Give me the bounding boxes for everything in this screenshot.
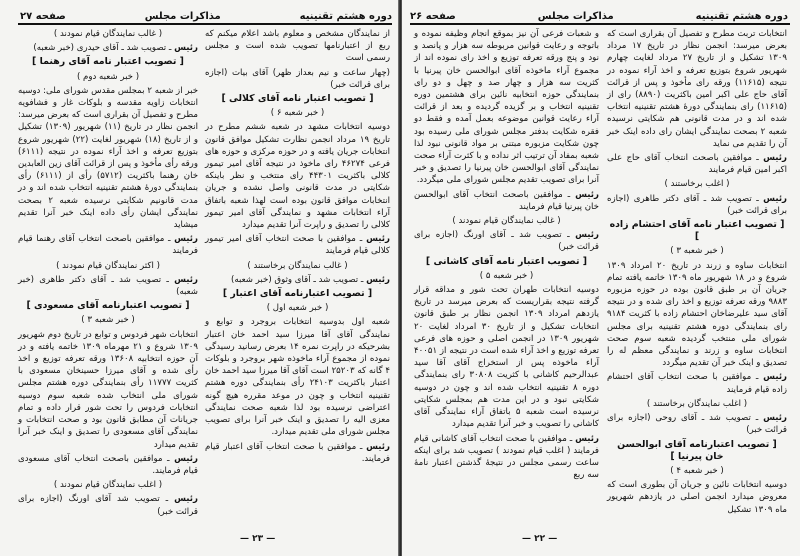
section-title: [ تصویب اعتبار نامه آقای احتشام زاده ] [609,219,785,243]
section-title: [ تصویب اعتبارنامه آقای ابوالحسن خان پیرنیا ] [617,438,777,462]
stage-note: ( غالب نمایندگان برخاستند ) [247,260,348,271]
speaker-line [205,233,390,257]
speech-text: ـ تصویب شد ـ آقای حیدری (خبر شعبه) [33,43,172,54]
section-title: [ تصویب اعتبارنامه آقای مسعودی ] [26,300,190,312]
speaker-name: رئیس [763,413,787,424]
speaker-name: رئیس [174,274,198,285]
speech-text: ـ موافقین با صحت انتخاب آقای احتشام زاده قیام فرمایند [607,372,787,395]
report-paragraph: انتخابات ساوه و زرند در تاریخ ۲۰ امرداد ۱۳۰۹ شروع و در ۱۸ شهریور ماه ۱۳۰۹ خاتمه یافته تمام جریان آن بر طبق قانون بوده در حوزه مزبوره ۹۸۸۳ ورقه تعرفه توزیع و اخذ رای شده و در نتیجه آقای سید علیرضاخان احتشام زاده با کثریت ۹۱۸۴ رای بنمایندگی دوره هشتم تقنینیه برای مجلس شورای ملی منتخب گردیده شعبه سوم صحت انتخابات ساوه و زرند و نمایندگی معظم له را تصدیق و اینک خبر آن تقدیم میگردد [607,260,787,369]
speaker-line [205,441,390,465]
speaker-line [607,152,787,176]
speaker-name: رئیس [174,453,198,464]
column-right [607,28,787,518]
report-paragraph: انتخابات شهر فردوس و توابع در تاریخ دوم شهریور ۱۳۰۹ شروع و ۲۱ مهرماه ۱۳۰۹ خاتمه یافته و در آن حوزه انتخابیه ۱۳۶۰۸ ورقه تعرفه توزیع و اخذ رأی شده و آقای میرزا حسینخان مسعودی با کثریت ۱۱۷۷۷ رأی بنمایندگی دوره هشتم مجلس شورای ملی انتخاب شده شعبه سوم دوسیه انتخابات فردوس را تحت شور قرار داده و تمام جریانات آن مطابق قانون بود و صحت انتخابات و نمایندگی آقای مسعودی را تصدیق و اینک خبر آنرا تقدیم میدارد [18,329,198,450]
speaker-line [18,493,198,517]
speech-text: ـ تصویب شد ـ آقای وثوق (خبر شعبه) [231,274,364,285]
column-right [205,28,390,467]
speaker-line [414,189,599,213]
section-title: [ تصویب اعتبارنامه آقای اعتبار ] [222,288,373,300]
page-header [410,6,788,22]
speech-text: ـ موافقین باصحت انتخاب آقای ابوالحسن خان پیرنیا قیام فرمایند [414,189,599,212]
column-left [18,28,198,520]
stage-note: ( خبر شعبه ۵ ) [479,270,534,281]
speaker-line [18,233,198,257]
speaker-line [607,371,787,395]
report-paragraph: دوسیه انتخابات نائین و جریان آن بطوری است که معروض میدارد انجمن اصلی در یازدهم شهریور ماه ۱۳۰۹ تشکیل [607,480,787,515]
stage-note: ( اغلب برخاستند ) [664,179,730,190]
speaker-line [607,193,787,217]
stage-note: ( اغلب نمایندگان قیام نمودند ) [53,480,163,491]
speech-text: ـ تصویب شد ـ آقای دکتر طاهری (خبر شعبه) [18,274,198,298]
report-paragraph: شعبه اول بدوسیه انتخابات بروجرد و توابع و نمایندگی آقای آقا میرزا سید احمد خان اعتبار بشرحیکه در راپرت نمره ۱۴ بعرض رسانید رسیدگی نموده از مجموع آراء ماخوذه شهر بروجرد و بلوکات ۴ گانه که ۲۵۲۰۳ است آقای آقا میرزا سید احمد خان اعتبار باکثریت ۲۴۱۰۳ رأی بنمایندگی دوره هشتم تقنینیه انتخاب و چون در موعد مقرره هیچ گونه اعتراضی نرسیده بود لذا شعبه صحت نمایندگی معزی الیه را تصدیق و اینک خبر آنرا برای تصویب مجلس شورای ملی تقدیم میدارد. [205,317,390,438]
speech-text: ـ تصویب شد ـ آقای روحی (اجازه برای قرائت خبر) [607,413,787,436]
speech-text: ـ موافقین باصحت انتخاب آقای رهنما قیام فرمایند [18,234,198,257]
speaker-name: رئیس [763,372,788,383]
speaker-line [18,274,198,298]
report-paragraph: (چهار ساعت و نیم بعداز ظهر) آقای بیات (اجازه برای قرائت خبر) [205,67,390,90]
header-rule [18,23,392,25]
speaker-name: رئیس [575,230,599,241]
stage-note: ( خبر شعبه ۴ ) [670,465,724,476]
column-left [414,28,599,483]
report-paragraph: انتخابات تربت مطرح و تفصیل آن بقراری است که بعرض میرسد: انجمن نظار در تاریخ ۱۷ مرداد ۱۳۰۹ تشکیل و از تاریخ ۲۷ مرداد لغایت چهارم شهریور شروع بتوزیع تعرفه و اخذ آراء نموده در نتیجه (۱۱۶۱۵) ورقه رای مأخوذ و پس از قرائت آقای حاج علی اکبر امین باکثریت (۸۸۹۰) رای از (۱۱۶۱۵) رای بنمایندگی دورهٔ هشتم تقنینیه انتخاب شده اند و در مدت قانونی هم شکایتی نرسیده شعبه ۲ بصحت نمایندگی ایشان رای داده اینک خبر آن را تقدیم می نماید [607,29,787,149]
report-paragraph: از نمایندگان مشخص و معلوم باشد اعلام میکنم که ربع از اعتبارنامها تصویب شده است و مجلس رسمی است [205,29,390,64]
section-title: [ تصویب اعتبار نامه آقای کلالی ] [221,93,374,105]
speaker-line [414,229,599,253]
stage-note: ( خبر شعبه دوم ) [76,71,140,82]
speech-text: ـ تصویب شد ـ آقای دکتر طاهری (اجازه برای قرائت خبر) [607,193,787,216]
page-label: صفحه ۲۶ [410,11,456,22]
page-26 [402,0,800,556]
stage-note: ( غالب نمایندگان قیام نمودند ) [452,216,561,227]
stage-note: ( خبر شعبه ۳ ) [81,315,135,326]
speaker-name: رئیس [174,43,198,54]
report-paragraph: خبر از شعبه ۲ بمجلس مقدس شورای ملی: دوسیه انتخابات زاویه مقدسه و بلوکات غار و فشافویه مطرح و تفصیل آن بقراری است که بعرض میرسد: انجمن نظار در تاریخ (۱۱) شهریور (۱۳۰۹) تشکیل و از تاریخ (۱۸) شهریور لغایت (۲۲) شهریور شروع بتوزیع تعرفه و اخذ آراء نموده در نتیجه (۶۱۱۱) ورقه رأی مأخوذ و پس از قرائت آقای زین العابدین خان رهنما باکثریت (۵۷۱۲) رأی از (۶۱۱۱) رأی بنمایندگی دورهٔ هشتم تقنینیه انتخاب شده اند و در مدت قانونیم شکایتی نرسیده شعبه ۲ بصحت نمایندگی ایشان رأی داده اینک خبر آنرا تقدیم میشاید [18,85,199,231]
report-paragraph: و شعبات فرعی آن نیز بموقع انجام وظیفه نموده و باتوجه و رعایت قوانین مربوطه سه هزار و پانصد و نود و پنج ورقه تعرفه توزیع و اخذ رای نموده اند از مجموع آراء ماخوذه آقای ابوالحسن خان پیرنیا با کثریت سه هزار و چهار صد و چهل و دو رای بنمایندگی حوزه انتخابیه نائین برای هشتمین دوره تقنینیه انتخاب و بر گزیده گردیده و بعد از قرائت آراء رعایت قوانین موضوعه بعمل آمده و فقط دو فقره شکایت بدفتر مجلس شورای ملی رسیده بود چون شکایت مزبوره مبتنی بر مواد قانونی نبود لذا شعبه بمفاد آن ترتیب اثر نداده و با کثرت آراء صحت نمایندگی آقای ابوالحسن خان پیرنیا را تصدیق و خبر آنرا برای تصویب تقدیم مجلس شورای ملی میگردد. [414,29,599,186]
report-paragraph: دوسیه انتخابات مشهد در شعبه ششم مطرح در تاریخ ۱۹ مرداد انجمن نظارت تشکیل موافق قانون انتخابات جریان یافته و در حوزه مرکزی و حوزه های فرعی ۴۶۲۷۴ رای ماخوذ در نتیجه آقای امیر تیمور کلالی باکثریت ۴۴۳۰۱ رای منتخب و نظر باینکه شکایتی در مدت قانونی واصل نشده و جریان انتخابات موافق قانون بوده است لهذا شعبه باتفاق آراء انتخابات مشهد و نمایندگی آقای امیر تیمور کلالی را تصدیق و راپرت آنرا تقدیم میدارد [205,122,391,231]
journal-title: مذاکرات مجلس [144,11,221,22]
header-rule [410,23,790,25]
speech-text: ـ موافقین با صحت انتخاب آقای امیر تیمور کلالی قیام فرمایند [205,234,390,257]
speaker-name: رئیس [763,193,788,204]
journal-title: مذاکرات مجلس [537,11,614,22]
speech-text: ـ تصویب شد ـ آقای اورنگ (اجازه برای قرائت خبر) [414,230,599,253]
stage-note: ( خبر شعبه ۳ ) [670,246,724,257]
speaker-name: رئیس [366,234,390,245]
speech-text: ـ موافقین با صحت انتخاب آقای کاشانی قیام فرمایند ( اغلب قیام نمودند ) تصویب شد برای اینکه ساعت رسمی مجلس در نتیجهٔ گذشتن اعتبار نامهٔ سه ربع [414,433,599,481]
section-title: [ تصویب اعتبار نامه آقای کاشانی ] [425,255,588,267]
section-title: [ تصویب اعتبار نامه آقای رهنما ] [32,56,184,68]
speaker-line [18,453,198,477]
journal-period: دوره هشتم تقنینیه [695,11,788,22]
stage-note: ( اکثر نمایندگان قیام نمودند ) [56,260,160,271]
speaker-line [607,412,787,436]
speaker-name: رئیس [763,153,787,164]
speaker-line [205,274,390,286]
journal-period: دوره هشتم تقنینیه [299,11,392,22]
speaker-name: رئیس [366,441,390,452]
page-folio: — ۲۲ — [522,534,558,544]
speaker-name: رئیس [366,274,390,285]
speaker-name: رئیس [174,494,198,505]
speech-text: ـ موافقین باصحت انتخاب آقای مسعودی قیام فرمایند. [18,453,198,476]
speaker-name: رئیس [174,234,198,245]
stage-note: ( خبر شعبه اول ) [266,303,329,314]
speaker-name: رئیس [575,433,599,444]
page-label: صفحه ۲۷ [20,11,66,22]
report-paragraph: دوسیه انتخابات طهران تحت شور و مداقه قرار گرفته نتیجه بقراریست که بعرض میرسد در تاریخ یازدهم امرداد ۱۳۰۹ انجمن نظار بر طبق قانون انتخابات تشکیل و از تاریخ ۳۰ امرداد لغایت ۲۰ شهریور ۱۳۰۹ در انجمن اصلی و حوزه های فرعی تعرفه توزیع و اخذ آراء شده است در نتیجه از ۴۰۰۵۱ آراء ماخوذه پس از استخراج آقای آقا سید عبدالرحیم کاشانی با کثریت ۳۰۸۰۸ رای بنمایندگی دوره ۸ تقنینیه انتخاب شده اند و چون در دوسیه شکایتی نبود و در این مدت هم بمجلس شکایتی نرسیده است شعبه ۵ باتفاق آراء نمایندگی آقای کاشانی را تصویب و خبر آنرا تقدیم میدارد [414,285,600,430]
speech-text: ـ تصویب شد آقای اورنگ (اجازه برای قرائت خبر) [18,494,198,517]
speech-text: ـ موافقین با صحت انتخاب آقای اعتبار قیام فرمایند. [205,441,390,464]
page-header [20,6,392,22]
stage-note: ( اغلب نمایندگان برخاستند ) [646,398,748,409]
speech-text: ـ موافقین باصحت انتخاب آقای حاج علی اکبر امین قیام فرمایند [607,153,787,176]
page-folio: — ۲۳ — [240,534,276,544]
speaker-line [18,42,198,54]
stage-note: ( خبر شعبه ۶ ) [270,108,325,119]
speaker-line [414,433,599,482]
speaker-name: رئیس [575,189,599,200]
stage-note: ( غالب نمایندگان قیام نمودند ) [53,29,163,39]
